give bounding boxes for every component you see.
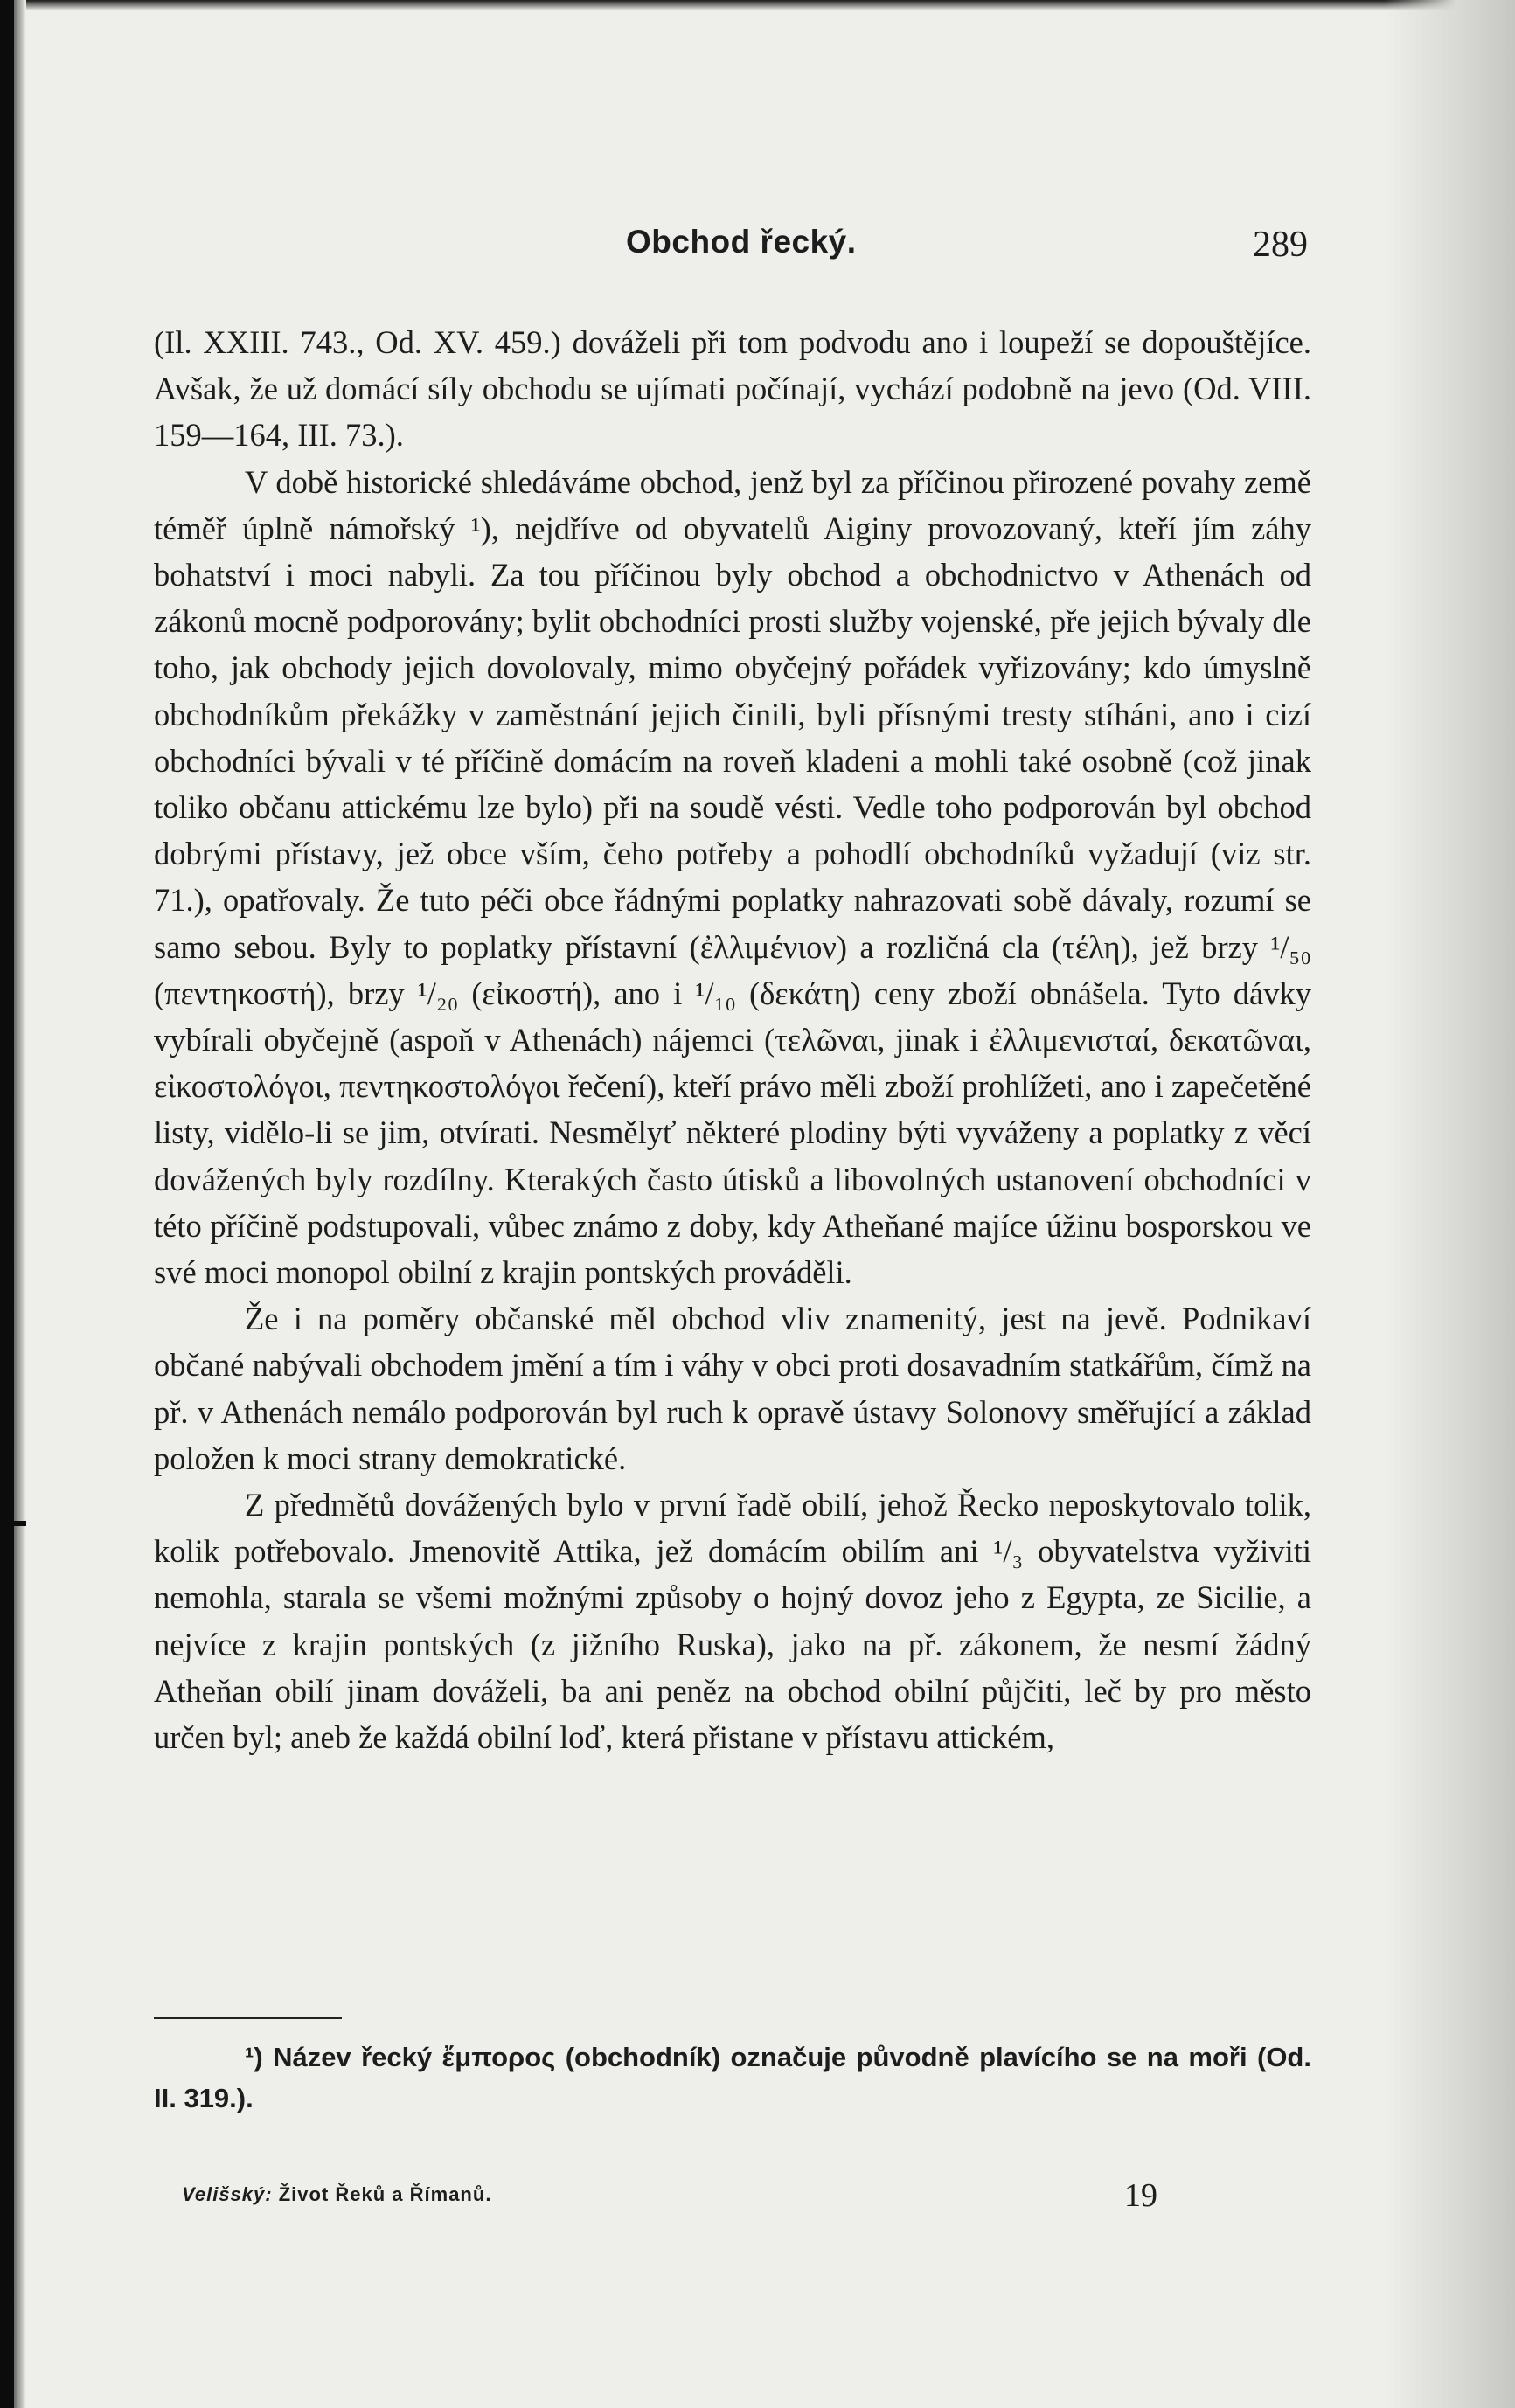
paragraph-civic-influence: Že i na poměry občanské měl obchod vliv znamenitý, jest na jevě. Podnikaví občané nabývali obchodem jmění a tím i váhy v obci proti dosavadním statkářům, čímž na př. v Athenách nemálo podporován byl ruch k opravě ústavy Solonovy směřující a základ položen k moci strany demokratické.	[154, 1301, 1311, 1476]
imprint-author: Velišský:	[182, 2183, 273, 2205]
page-left-binding-edge	[0, 0, 14, 2408]
footnote	[154, 2037, 1311, 2119]
paragraph-imports: Z předmětů dovážených bylo v první řadě obilí, jehož Řecko neposkytovalo tolik, kolik potřebovalo. Jmenovitě Attika, jež domácím obilím ani ¹/₃ obyvatelstva vyživiti nemohla, starala se všemi možnými způsoby o hojný dovoz jeho z Egypta, ze Sicilie, a nejvíce z krajin pontských (z jižního Ruska), jako na př. zákonem, že nesmí žádný Atheňan obilí jinam dováželi, ba ani peněz na obchod obilní půjčiti, leč by pro město určen byl; aneb že každá obilní loď, která přistane v přístavu attickém,	[154, 1487, 1311, 1756]
paragraph-historical-trade: V době historické shledáváme obchod, jenž byl za příčinou přirozené povahy země téměř úplně námořský ¹), nejdříve od obyvatelů Aiginy provozovaný, kteří jím záhy bohatství i moci nabyli. Za tou příčinou byly obchod a obchodnictvo v Athenách od zákonů mocně podporovány; bylit obchodníci prosti služby vojenské, pře jejich bývaly dle toho, jak obchody jejich dovolovaly, mimo obyčejný pořádek vyřizovány; kdo úmyslně obchodníkům překážky v zaměstnání jejich činili, byli přísnými tresty stíháni, ano i cizí obchodníci bývali v té příčině domácím na roveň kladeni a mohli také osobně (což jinak toliko občanu attickému lze bylo) při na soudě vésti. Vedle toho podporován byl obchod dobrými přístavy, jež obce vším, čeho potřeby a pohodlí obchodníků vyžadují (viz str. 71.), opatřovaly. Že tuto péči obce řádnými poplatky nahrazovati sobě dávaly, rozumí se samo sebou. Byly to poplatky přístavní (ἐλλιμένιον) a rozličná cla (τέλη), jež brzy ¹/₅₀ (πεντηκοστή), brzy ¹/₂₀ (εἰκοστή), ano i ¹/₁₀ (δεκάτη) ceny zboží obnášela. Tyto dávky vybírali obyčejně (aspoň v Athenách) nájemci (τελῶναι, jinak i ἐλλιμενισταί, δεκατῶναι, εἰκοστολόγοι, πεντηκοστολόγοι řečení), kteří právo měli zboží prohlížeti, ano i zapečetěné listy, vidělo-li se jim, otvírati. Nesmělyť některé plodiny býti vyváženy a poplatky z věcí dovážených byly rozdílny. Kterakých často útisků a libovolných ustanovení obchodníci v této příčině podstupovali, vůbec známo z doby, kdy Atheňané majíce úžinu bosporskou ve své moci monopol obilní z krajin pontských prováděli.	[154, 463, 1311, 1291]
footnote-text: ¹) Název řecký ἔμπορος (obchodník) označuje původně plavícího se na moři (Od. II. 319.).	[154, 2042, 1311, 2113]
page-number: 289	[1253, 225, 1308, 265]
binding-edge-mark	[0, 1521, 26, 1526]
paragraph-continuation: (Il. XXIII. 743., Od. XV. 459.) dováželi při tom podvodu ano i loupeží se dopouštějíce. Avšak, že už domácí síly obchodu se ujímati počínají, vychází podobně na jevo (Od. VIII. 159—164, III. 73.).	[154, 324, 1311, 454]
signature-imprint	[182, 2183, 491, 2206]
imprint-book-title: Život Řeků a Římanů.	[278, 2183, 492, 2205]
main-text	[154, 319, 1311, 1760]
page-right-edge-shadow	[1384, 0, 1515, 2408]
running-title: Obchod řecký.	[626, 224, 857, 260]
sheet-number: 19	[1124, 2177, 1157, 2214]
page-top-edge-shadow	[0, 0, 1515, 10]
page-footer	[154, 2176, 1311, 2220]
page-left-edge-shadow	[14, 0, 26, 2408]
page-header	[154, 224, 1308, 267]
footnote-separator	[154, 2017, 342, 2019]
